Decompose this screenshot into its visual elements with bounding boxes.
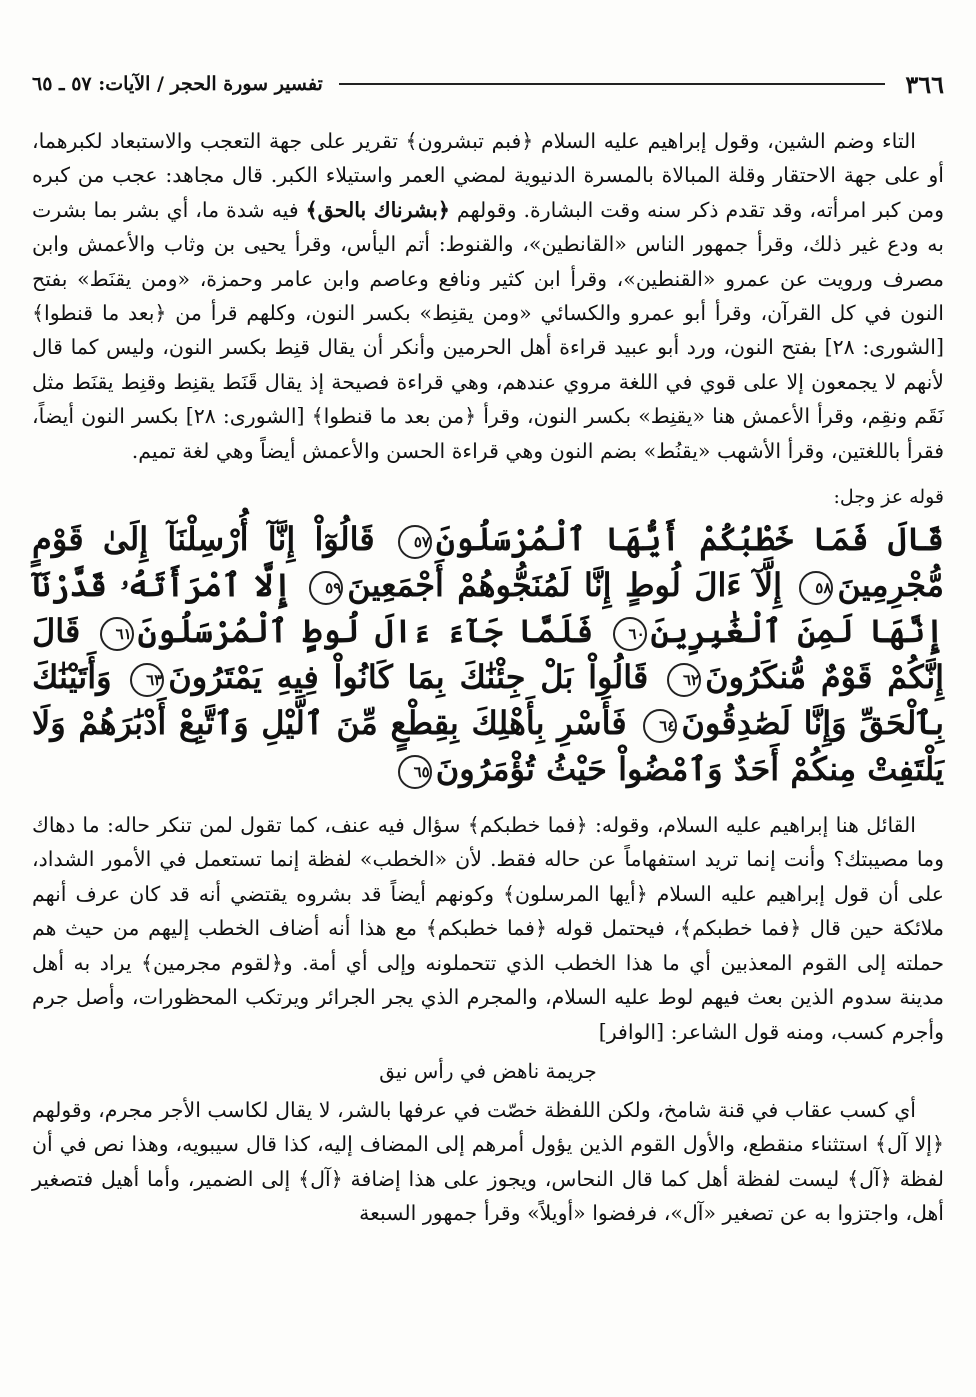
verse-number-58: ٥٨	[799, 571, 833, 605]
verse-57: قَالَ فَمَا خَطْبُكُمْ أَيُّهَا ٱلْمُرْسَلُونَ	[435, 520, 945, 559]
verse-number-63: ٦٣	[130, 663, 164, 697]
page	[32, 66, 944, 1376]
text-run: التاء وضم الشين، وقول إبراهيم عليه السلام ﴿فبم تبشرون﴾ تقرير على جهة التعجب والاستبعاد لكبرهما، أو على جهة الاحتقار وقلة المبالاة بالمسرة الدنيوية لمضي العمر واستيلاء الكبر. قال مجاهد: عجب من كبره ومن كبر امرأته، وقد تقدم ذكر سنه وقت البشارة. وقولهم	[32, 129, 944, 222]
quran-verses	[32, 516, 944, 792]
page-number: ٣٦٦	[905, 69, 944, 99]
commentary-paragraph-3: أي كسب عقاب في قنة شامخ، ولكن اللفظة خصّت في عرفها بالشر، لا يقال لكاسب الأجر مجرم، وقولهم ﴿إلا آل﴾ استثناء منقطع، والأول القوم الذين يؤول أمرهم إلى المضاف إليه، كذا قال سيبويه، وهذا نص في أن لفظة ﴿آل﴾ ليست لفظة أهل كما قال النحاس، ويجوز على هذا إضافة ﴿آل﴾ إلى الضمير، وأما أهيل فتصغير أهل، واجتزوا به عن تصغير «آل»، فرفضوا «أويلاً» وقرأ جمهور السبعة	[32, 1097, 944, 1226]
text-run: فيه شدة ما، أي بشر بما بشرت به ودع غير ذلك، وقرأ جمهور الناس «القانطين»، والقنوط: أتم اليأس، وقرأ يحيى بن وثاب والأعمش وابن مصرف ورويت عن عمرو «القنطين»، وقرأ ابن كثير ونافع وعاصم وابن عامر وحمزة، «ومن يقنَط» بفتح النون في كل القرآن، وقرأ أبو عمرو والكسائي «ومن يقنِط» بكسر النون، وكلهم قرأ من ﴿بعد ما قنطوا﴾ [الشورى: ٢٨] بفتح النون، ورد أبو عبيد قراءة أهل الحرمين وأنكر أن يقال قنِط بكسر النون، وليس كما قال لأنهم لا يجمعون إلا على قوي في اللغة مروي عندهم، وهي قراءة فصيحة إذ يقال قَنَط يقنِط وقنِط يقنَط مثل نَقَم ونقِم، وقرأ الأعمش هنا «يقنِط» بكسر النون، وقرأ ﴿من بعد ما قنطوا﴾ [الشورى: ٢٨] بكسر النون أيضاً، فقرأ باللغتين، وقرأ الأشهب «يقنُط» بضم النون وهي قراءة الحسن والأعمش أيضاً وهي لغة تميم.	[32, 197, 944, 463]
verse-63: قَالُواْ بَلْ جِئْنَٰكَ بِمَا كَانُواْ فِيهِ يَمْتَرُونَ	[168, 658, 649, 697]
verse-59: إِلَّآ ءَالَ لُوطٍ إِنَّا لَمُنَجُّوهُمْ أَجْمَعِينَ	[347, 566, 782, 605]
verse-number-62: ٦٢	[667, 663, 701, 697]
quote-bold: ﴿بشرناك بالحق﴾	[305, 197, 450, 222]
verse-58: قَالُوٓاْ إِنَّآ أُرْسِلْنَآ إِلَىٰ قَوْمٍ مُّجْرِمِينَ	[32, 520, 945, 605]
poem-line: جريمة ناهض في رأس نيق	[379, 1058, 597, 1083]
verse-intro: قوله عز وجل:	[833, 486, 944, 509]
verse-60: إِلَّا ٱمْرَأَتَهُۥ قَدَّرْنَآ إِنَّهَا لَمِنَ ٱلْغَٰبِرِينَ	[32, 566, 945, 651]
verse-number-60: ٦٠	[613, 617, 647, 651]
commentary-paragraph-1	[32, 124, 944, 468]
verse-number-64: ٦٤	[643, 709, 677, 743]
verse-65: فَأَسْرِ بِأَهْلِكَ بِقِطْعٍ مِّنَ ٱلَّيْلِ وَٱتَّبِعْ أَدْبَٰرَهُمْ وَلَا يَلْتَفِتْ مِنكُمْ أَحَدٌ وَٱمْضُواْ حَيْثُ تُؤْمَرُونَ	[32, 704, 944, 789]
commentary-paragraph-2: القائل هنا إبراهيم عليه السلام، وقوله: ﴿فما خطبكم﴾ سؤال فيه عنف، كما تقول لمن تنكر حاله: ما دهاك وما مصيبتك؟ وأنت إنما تريد استفهاماً عن حاله فقط. لأن «الخطب» لفظة إنما تستعمل في الأمور الشداد، على أن قول إبراهيم عليه السلام ﴿أيها المرسلون﴾ وكونهم أيضاً قد بشروه يقتضي أنه قد كان عرف أنهم ملائكة حين قال ﴿فما خطبكم﴾، فيحتمل قوله ﴿فما خطبكم﴾ مع هذا أنه أضاف الخطب إليهم من حيث هم حملته إلى القوم المعذبين أي ما هذا الخطب الذي تتحملونه وإلى أي أمة. و﴿لقوم مجرمين﴾ يراد به أهل مدينة سدوم الذين بعث فيهم لوط عليه السلام، والمجرم الذي يجر الجرائر ويرتكب المحظورات، وأصل جرم وأجرم كسب، ومنه قول الشاعر: [الوافر]	[32, 813, 944, 1044]
running-header	[32, 66, 944, 102]
verse-61: فَلَمَّا جَآءَ ءَالَ لُوطٍ ٱلْمُرْسَلُونَ	[137, 612, 594, 651]
header-rule	[339, 83, 886, 85]
verse-number-59: ٥٩	[309, 571, 343, 605]
verse-number-61: ٦١	[100, 617, 134, 651]
verse-64: وَأَتَيْنَٰكَ بِٱلْحَقِّ وَإِنَّا لَصَٰدِقُونَ	[32, 658, 945, 743]
header-title: تفسير سورة الحجر / الآيات: ٥٧ ـ ٦٥	[32, 73, 323, 95]
verse-62: قَالَ إِنَّكُمْ قَوْمٌ مُّنكَرُونَ	[32, 612, 945, 697]
verse-number-65: ٦٥	[398, 755, 432, 789]
verse-number-57: ٥٧	[398, 525, 432, 559]
